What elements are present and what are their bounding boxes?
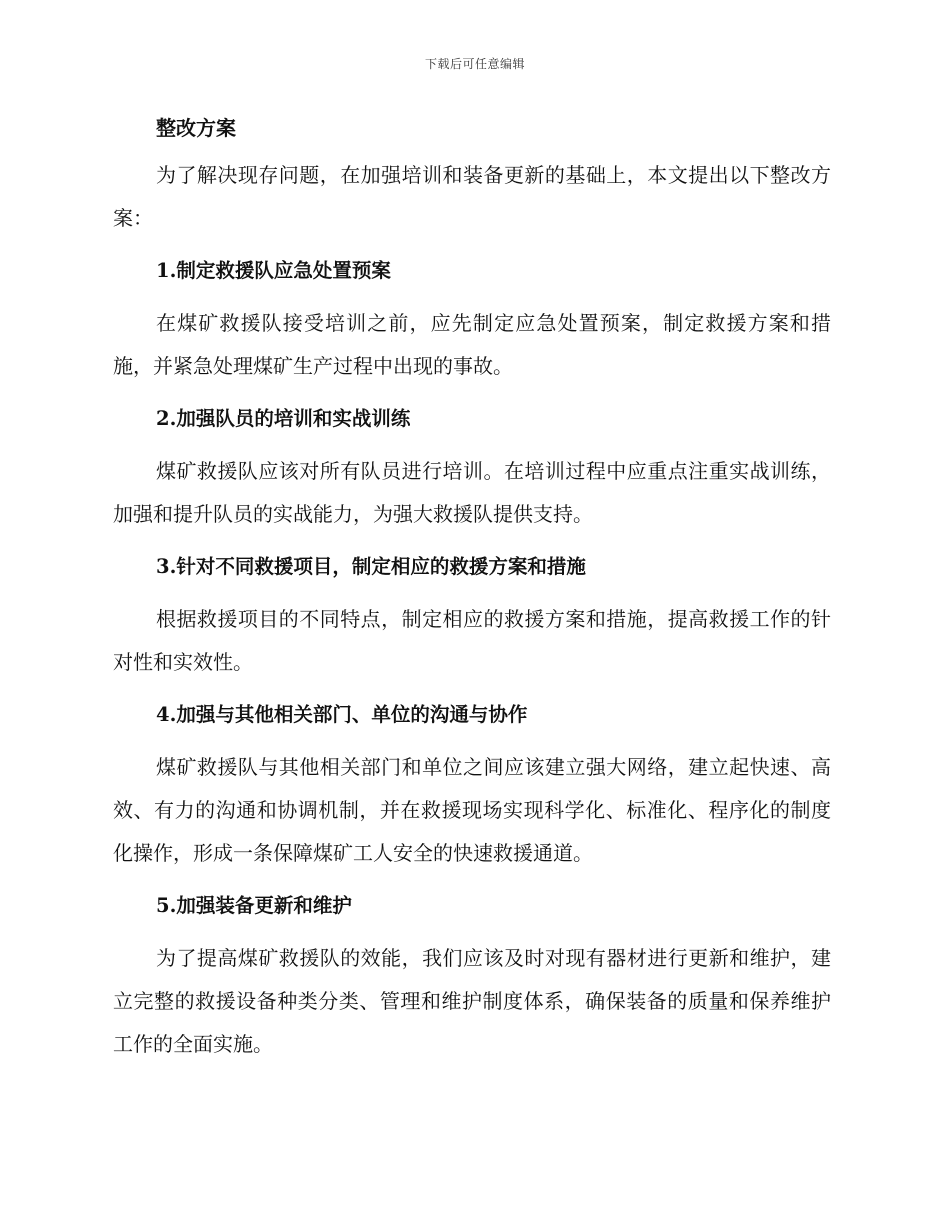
section-heading-2: 2.加强队员的培训和实战训练: [156, 407, 411, 430]
intro-paragraph: 为了解决现存问题，在加强培训和装备更新的基础上，本文提出以下整改方案：: [113, 163, 831, 230]
section-body-1: 在煤矿救援队接受培训之前，应先制定应急处置预案，制定救援方案和措施，并紧急处理煤矿生产过程中出现的事故。: [113, 311, 831, 378]
section-heading-3: 3.针对不同救援项目，制定相应的救援方案和措施: [156, 555, 586, 578]
document-title: 整改方案: [156, 116, 236, 140]
section-heading-1: 1.制定救援队应急处置预案: [156, 259, 391, 282]
section-body-2: 煤矿救援队应该对所有队员进行培训。在培训过程中应重点注重实战训练，加强和提升队员的实战能力，为强大救援队提供支持。: [113, 459, 831, 526]
section-body-5: 为了提高煤矿救援队的效能，我们应该及时对现有器材进行更新和维护，建立完整的救援设备种类分类、管理和维护制度体系，确保装备的质量和保养维护工作的全面实施。: [113, 946, 831, 1056]
document-body: [113, 110, 831, 1066]
page-header: 下载后可任意编辑: [424, 57, 525, 71]
section-heading-5: 5.加强装备更新和维护: [156, 894, 352, 917]
section-body-3: 根据救援项目的不同特点，制定相应的救援方案和措施，提高救援工作的针对性和实效性。: [113, 607, 831, 674]
section-body-4: 煤矿救援队与其他相关部门和单位之间应该建立强大网络，建立起快速、高效、有力的沟通和协调机制，并在救援现场实现科学化、标准化、程序化的制度化操作，形成一条保障煤矿工人安全的快速救援通道。: [113, 755, 831, 865]
section-heading-4: 4.加强与其他相关部门、单位的沟通与协作: [156, 703, 528, 726]
